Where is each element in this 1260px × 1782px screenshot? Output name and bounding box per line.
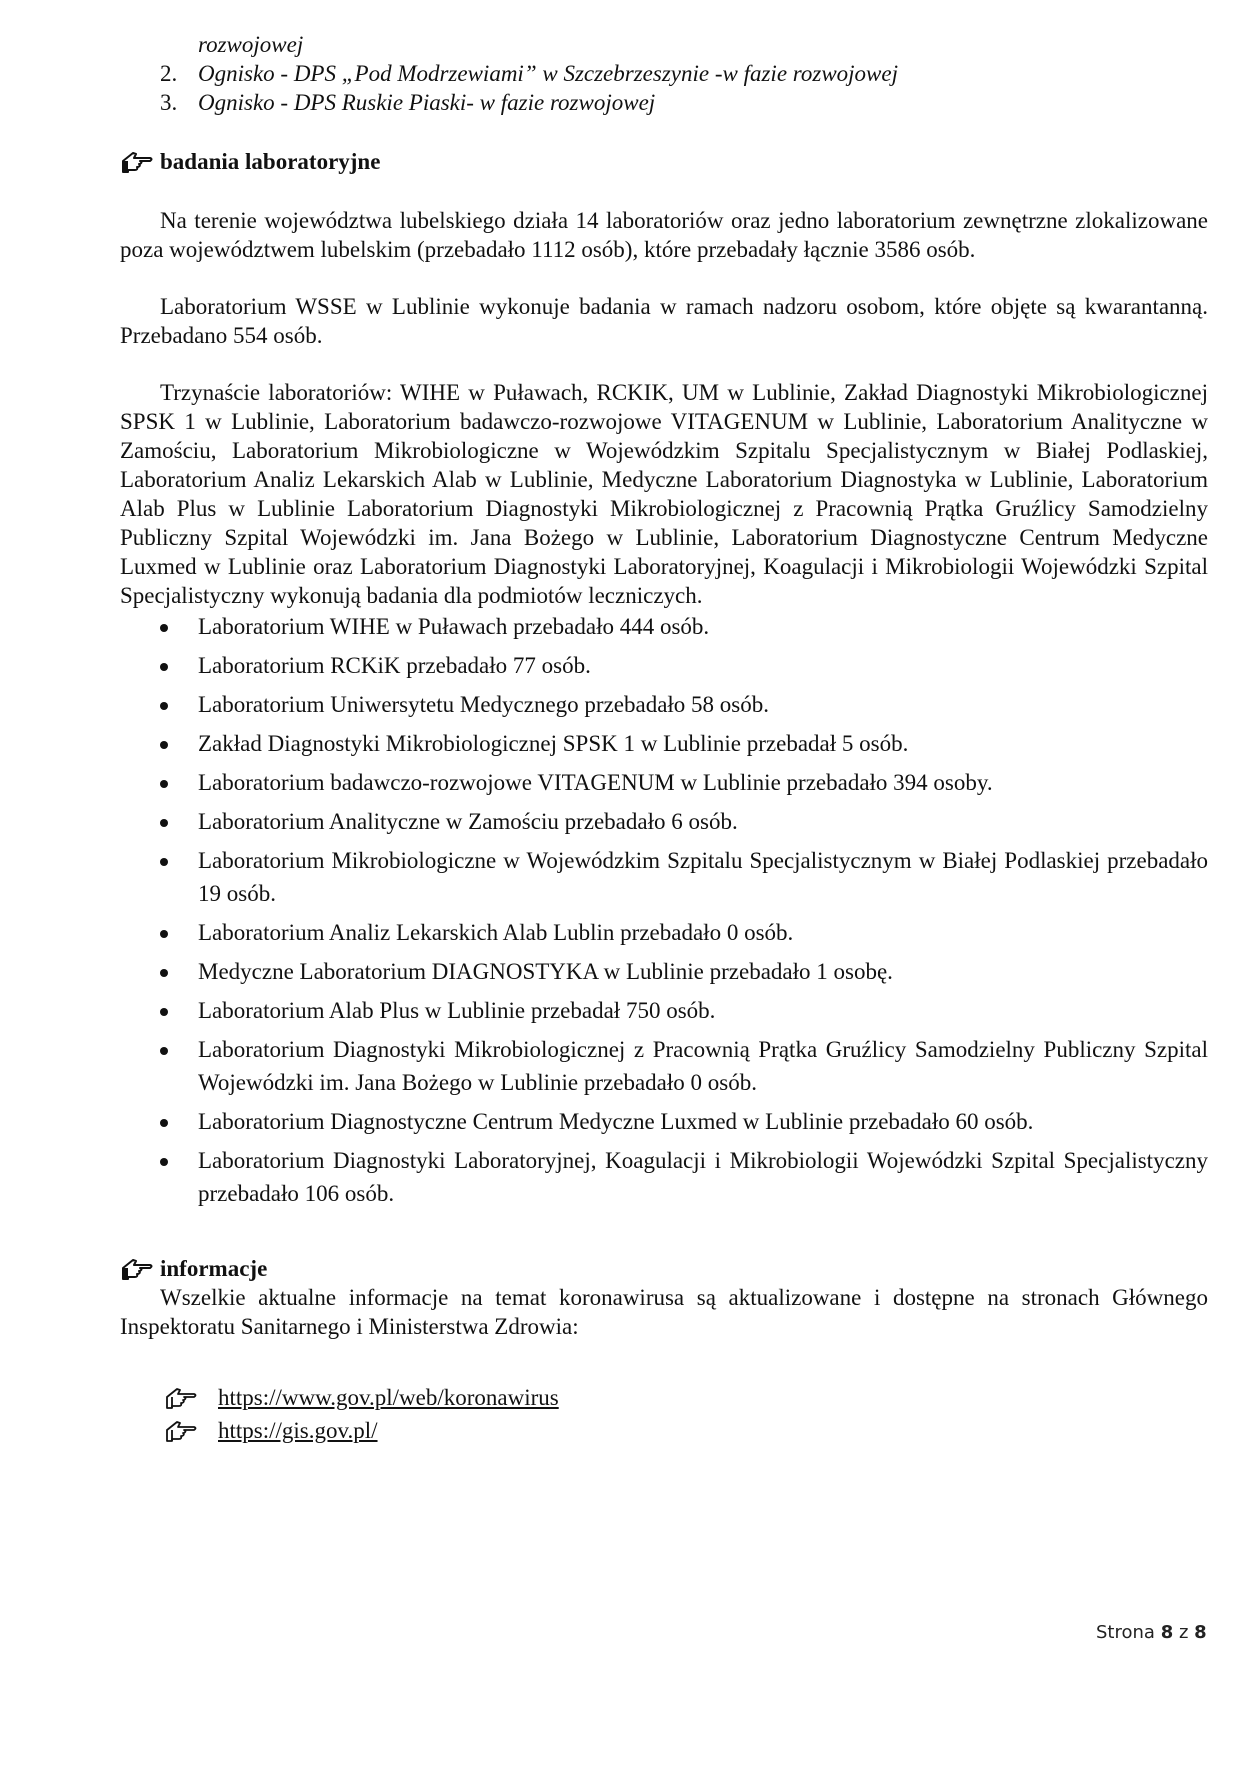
page-content [120, 30, 1208, 1447]
list-item [120, 688, 1208, 721]
list-item-text: Laboratorium WIHE w Puławach przebadało 444 osób. [198, 614, 710, 639]
list-item [120, 649, 1208, 682]
list-item-text: Ognisko - DPS Ruskie Piaski- w fazie rozwojowej [198, 90, 656, 115]
info-paragraph: Wszelkie aktualne informacje na temat koronawirusa są aktualizowane i dostępne na stronach Głównego Inspektoratu Sanitarnego i Ministerstwa Zdrowia: [120, 1285, 1208, 1339]
list-item-text: Laboratorium badawczo-rozwojowe VITAGENUM w Lublinie przebadało 394 osoby. [198, 770, 993, 795]
page-number-current: 8 [1160, 1622, 1174, 1643]
page-number [1096, 1622, 1207, 1643]
links-list [120, 1381, 1208, 1447]
list-item-text: Zakład Diagnostyki Mikrobiologicznej SPSK 1 w Lublinie przebadał 5 osób. [198, 731, 909, 756]
list-item [120, 955, 1208, 988]
list-item-text: Laboratorium Diagnostyki Mikrobiologicznej z Pracownią Prątka Gruźlicy Samodzielny Publiczny Szpital Wojewódzki im. Jana Bożego w Lublinie przebadało 0 osób. [198, 1037, 1208, 1095]
bullet-icon [160, 1119, 168, 1127]
list-item-text: Laboratorium RCKiK przebadało 77 osób. [198, 653, 591, 678]
lab-results-list [120, 610, 1208, 1210]
list-item-text: Laboratorium Mikrobiologiczne w Wojewódzkim Szpitalu Specjalistycznym w Białej Podlaskiej przebadało 19 osób. [198, 848, 1208, 906]
wsse-paragraph: Laboratorium WSSE w Lublinie wykonuje badania w ramach nadzoru osobom, które objęte są kwarantanną. Przebadano 554 osób. [120, 294, 1208, 348]
section-heading-text: badania laboratoryjne [160, 149, 381, 174]
page-number-prefix: Strona [1096, 1622, 1155, 1643]
pointing-hand-icon [120, 1258, 154, 1280]
bullet-icon [160, 1047, 168, 1055]
bullet-icon [160, 1158, 168, 1166]
outbreak-list-item [120, 88, 1208, 117]
list-item-text: Medyczne Laboratorium DIAGNOSTYKA w Lublinie przebadało 1 osobę. [198, 959, 893, 984]
bullet-icon [160, 858, 168, 866]
gov-koronawirus-link[interactable]: https://www.gov.pl/web/koronawirus [218, 1385, 559, 1410]
bullet-icon [160, 624, 168, 632]
list-number: 3. [160, 90, 178, 115]
list-item-text: Laboratorium Alab Plus w Lublinie przebadał 750 osób. [198, 998, 716, 1023]
list-item [120, 1144, 1208, 1210]
section-heading-text: informacje [160, 1256, 268, 1281]
outbreak-list-continuation: rozwojowej [198, 32, 304, 57]
bullet-icon [160, 930, 168, 938]
list-item-text: Laboratorium Diagnostyczne Centrum Medyczne Luxmed w Lublinie przebadało 60 osób. [198, 1109, 1034, 1134]
link-row [164, 1414, 1208, 1447]
link-row [164, 1381, 1208, 1414]
bullet-icon [160, 780, 168, 788]
list-item [120, 610, 1208, 643]
section-heading-lab [120, 147, 1208, 176]
list-item [120, 916, 1208, 949]
page-number-total: 8 [1194, 1622, 1207, 1643]
list-item [120, 1033, 1208, 1099]
list-item [120, 844, 1208, 910]
list-item [120, 766, 1208, 799]
list-item [120, 805, 1208, 838]
outbreak-list [120, 30, 1208, 117]
bullet-icon [160, 741, 168, 749]
list-number: 2. [160, 61, 178, 86]
pointing-hand-outline-icon [164, 1387, 198, 1409]
bullet-icon [160, 1008, 168, 1016]
bullet-icon [160, 702, 168, 710]
list-item-text: Laboratorium Analiz Lekarskich Alab Lublin przebadało 0 osób. [198, 920, 794, 945]
list-item [120, 727, 1208, 760]
section-heading-info [120, 1254, 1208, 1283]
pointing-hand-outline-icon [164, 1420, 198, 1442]
labs-list-paragraph: Trzynaście laboratoriów: WIHE w Puławach, RCKIK, UM w Lublinie, Zakład Diagnostyki Mikrobiologicznej SPSK 1 w Lublinie, Laboratorium badawczo-rozwojowe VITAGENUM w Lublinie, Laboratorium Analityczne w Zamościu, Laboratorium Mikrobiologiczne w Wojewódzkim Szpitalu Specjalistycznym w Białej Podlaskiej, Laboratorium Analiz Lekarskich Alab w Lublinie, Medyczne Laboratorium Diagnostyka w Lublinie, Laboratorium Alab Plus w Lublinie Laboratorium Diagnostyki Mikrobiologicznej z Pracownią Prątka Gruźlicy Samodzielny Publiczny Szpital Wojewódzki im. Jana Bożego w Lublinie, Laboratorium Diagnostyczne Centrum Medyczne Luxmed w Lublinie oraz Laboratorium Diagnostyki Laboratoryjnej, Koagulacji i Mikrobiologii Wojewódzki Szpital Specjalistyczny wykonują badania dla podmiotów leczniczych. [120, 380, 1208, 608]
bullet-icon [160, 819, 168, 827]
list-item-text: Ognisko - DPS „Pod Modrzewiami” w Szczebrzeszynie -w fazie rozwojowej [198, 61, 898, 86]
list-item [120, 1105, 1208, 1138]
outbreak-list-item [120, 59, 1208, 88]
pointing-hand-icon [120, 151, 154, 173]
list-item-text: Laboratorium Uniwersytetu Medycznego przebadało 58 osób. [198, 692, 769, 717]
gis-link[interactable]: https://gis.gov.pl/ [218, 1418, 378, 1443]
lab-summary-paragraph: Na terenie województwa lubelskiego działa 14 laboratoriów oraz jedno laboratorium zewnętrzne zlokalizowane poza województwem lubelskim (przebadało 1112 osób), które przebadały łącznie 3586 osób. [120, 208, 1208, 262]
list-item-text: Laboratorium Analityczne w Zamościu przebadało 6 osób. [198, 809, 738, 834]
bullet-icon [160, 969, 168, 977]
list-item-text: Laboratorium Diagnostyki Laboratoryjnej, Koagulacji i Mikrobiologii Wojewódzki Szpital Specjalistyczny przebadało 106 osób. [198, 1148, 1208, 1206]
page-number-separator: z [1178, 1622, 1189, 1643]
bullet-icon [160, 663, 168, 671]
list-item [120, 994, 1208, 1027]
